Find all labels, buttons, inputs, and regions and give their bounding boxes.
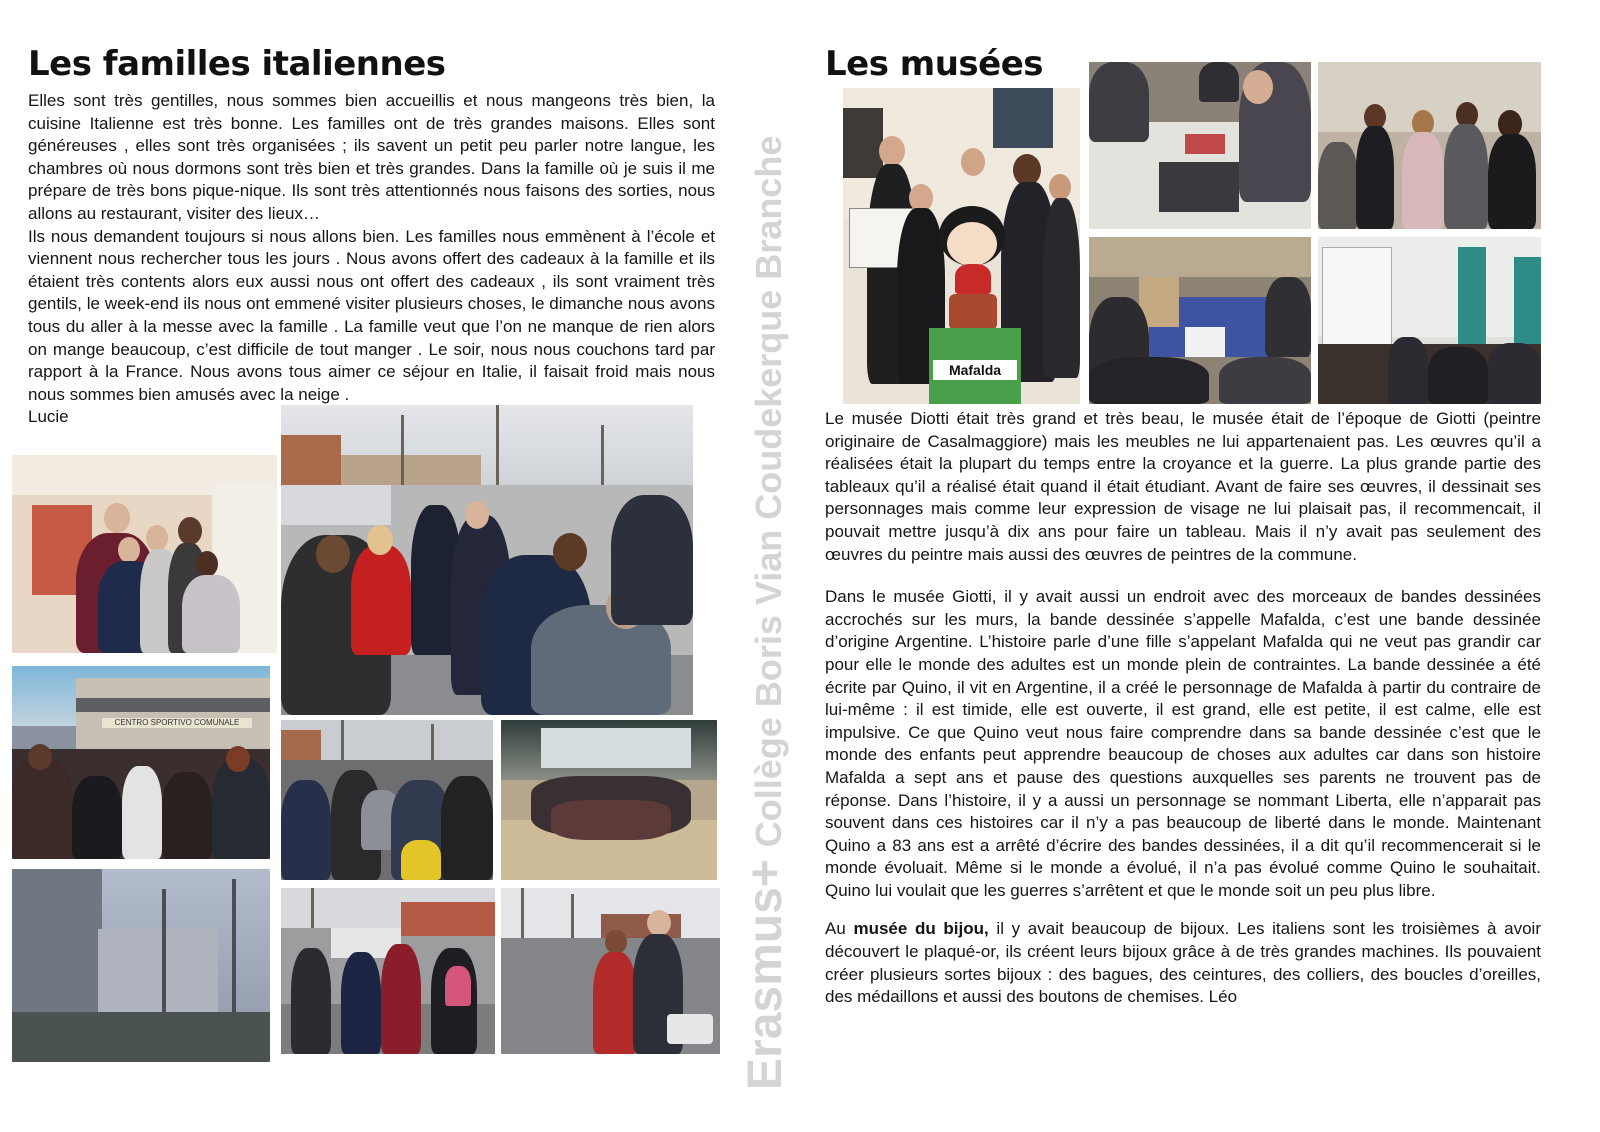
jewel-museum-heading: musée du bijou,	[853, 919, 989, 939]
families-article	[28, 90, 715, 429]
families-author: Lucie	[28, 407, 69, 427]
museums-article	[825, 408, 1541, 1009]
paragraph-3-rest: il y avait beaucoup de bijoux. Les italiens sont les troisièmes à avoir découvert le plaqué-or, ils créent leurs bijoux grâce à de très grandes machines. Ils pouvaient créer plusieurs sortes bijoux : des bagues, des ceintures, des colliers, des boucles d’oreilles, des médaillons et aussi des boutons de chemises. Léo	[825, 919, 1541, 1007]
crowd-backpacks-photo	[281, 720, 493, 880]
families-paragraph-2: Ils nous demandent toujours si nous allons bien. Les familles nous emmènent à l’école et viennent nous rechercher tous les jours . Nous avons offert des cadeaux à la famille et ils étaient très contents alors eux aussi nous ont offert des cadeaux , ils sont vraiment très gentils, le week-end ils nous ont emmené visiter plusieurs choses, le dimanche nous avons tous du aller à la messe avec la famille . La famille veut que l’on ne manque de rien alors on mange beaucoup, c’est difficile de tout manger . Le soir, nous nous couchons tard par rapport à la France. Nous avons tous aimer ce séjour en Italie, il faisait froid mais nous nous sommes bien amusés avec la neige .	[28, 226, 715, 404]
foggy-school-photo	[12, 869, 270, 1062]
group-parking-photo	[281, 405, 693, 715]
banner-erasmus: Erasmus+	[739, 859, 792, 1090]
students-drawing-photo	[1089, 237, 1311, 404]
erasmus-vertical-banner	[738, 10, 790, 1090]
museums-paragraph-2: Dans le musée Giotti, il y avait aussi un endroit avec des morceaux de bandes dessinées accrochés sur les murs, la bande dessinée s’appelle Mafalda, c’est une bande dessinée d’origine Argentine. L’histoire parle d’une fille s’appelant Mafalda qui ne veut pas grandir car pour elle le monde des adultes est un monde plein de contraintes. La bande dessinée a été écrite par Quino, il vit en Argentine, il a créé le personnage de Mafalda à partir du contraire de lui-même : il est timide, elle est ouverte, il est grand, elle est petite, il est calme, elle est impulsive. Ce que Quino veut nous faire comprendre dans sa bande dessinée c’est que le monde des enfants peut apprendre beaucoup de choses aux adultes car dans son histoire Mafalda a sept ans et pause des questions auxquelles ses parents ne trouvent pas de réponse. Dans l’histoire, il y a aussi un personnage se nommant Liberta, elle n’apparait pas souvent dans ces histoires car il n’y a pas beaucoup de liberté dans le monde. Maintenant Quino a 83 ans est a arrêté d’écrire des bandes dessinées, il a dit qu’il recommencerait si le monde évoluait. Même si le monde a évolué, il n’a pas évolué comme Quino le souhaitait. Quino lui voulait que les guerres s’arrêtent et que le monde soit un peu plus libre.	[825, 587, 1541, 900]
four-girls-photo	[1318, 62, 1541, 229]
family-kitchen-photo	[12, 455, 277, 653]
right-page-title: Les musées	[825, 44, 1044, 84]
sports-center-sign: CENTRO SPORTIVO COMUNALE	[102, 718, 252, 728]
sports-center-photo	[12, 666, 270, 859]
paragraph-3-prefix: Au	[825, 919, 854, 939]
families-paragraph-1: Elles sont très gentilles, nous sommes bien accueillis et nous mangeons très bien, la cuisine Italienne est très bonne. Les familles ont de très grandes maisons. Elles sont généreuses , elles sont très organisées ; ils savent un petit peu parler notre langue, les chambres où nous dormons sont très bien et très grandes. Dans la famille où je suis il me prépare de très bons pique-nique. Ils sont très attentionnés nous faisons des sorties, nous allons au restaurant, visiter des lieux…	[28, 91, 715, 223]
exhibition-room-photo	[1318, 237, 1541, 404]
kids-parking-photo	[281, 888, 495, 1054]
mafalda-cutout-photo	[843, 88, 1080, 404]
left-page-title: Les familles italiennes	[28, 44, 446, 84]
two-boys-photo	[501, 888, 720, 1054]
group-overhead-photo	[501, 720, 717, 880]
mafalda-sign: Mafalda	[933, 360, 1017, 380]
banner-college: Collège Boris Vian Coudekerque Branche	[748, 135, 789, 848]
right-page	[820, 0, 1600, 1132]
left-page	[0, 0, 760, 1132]
museums-paragraph-1: Le musée Diotti était très grand et très beau, le musée était de l’époque de Giotti (peintre originaire de Casalmaggiore) mais les meubles ne lui appartenaient pas. Les œuvres qu’il a réalisées était la plupart du temps entre la croyance et la guerre. La plus grande partie des tableaux qu’il a réalisé était quand il était étudiant. Avant de faire ses œuvres, il dessinait ses personnages mais comme leur expression de visage ne lui plaisait pas, il recommencait, il pouvait mettre jusqu’à dix ans pour faire un tableau. Mais il n’y avait pas seulement des œuvres du peintre mais aussi des œuvres de peintres de la commune.	[825, 409, 1541, 564]
workshop-table-photo	[1089, 62, 1311, 229]
museums-paragraph-3	[825, 918, 1541, 1008]
